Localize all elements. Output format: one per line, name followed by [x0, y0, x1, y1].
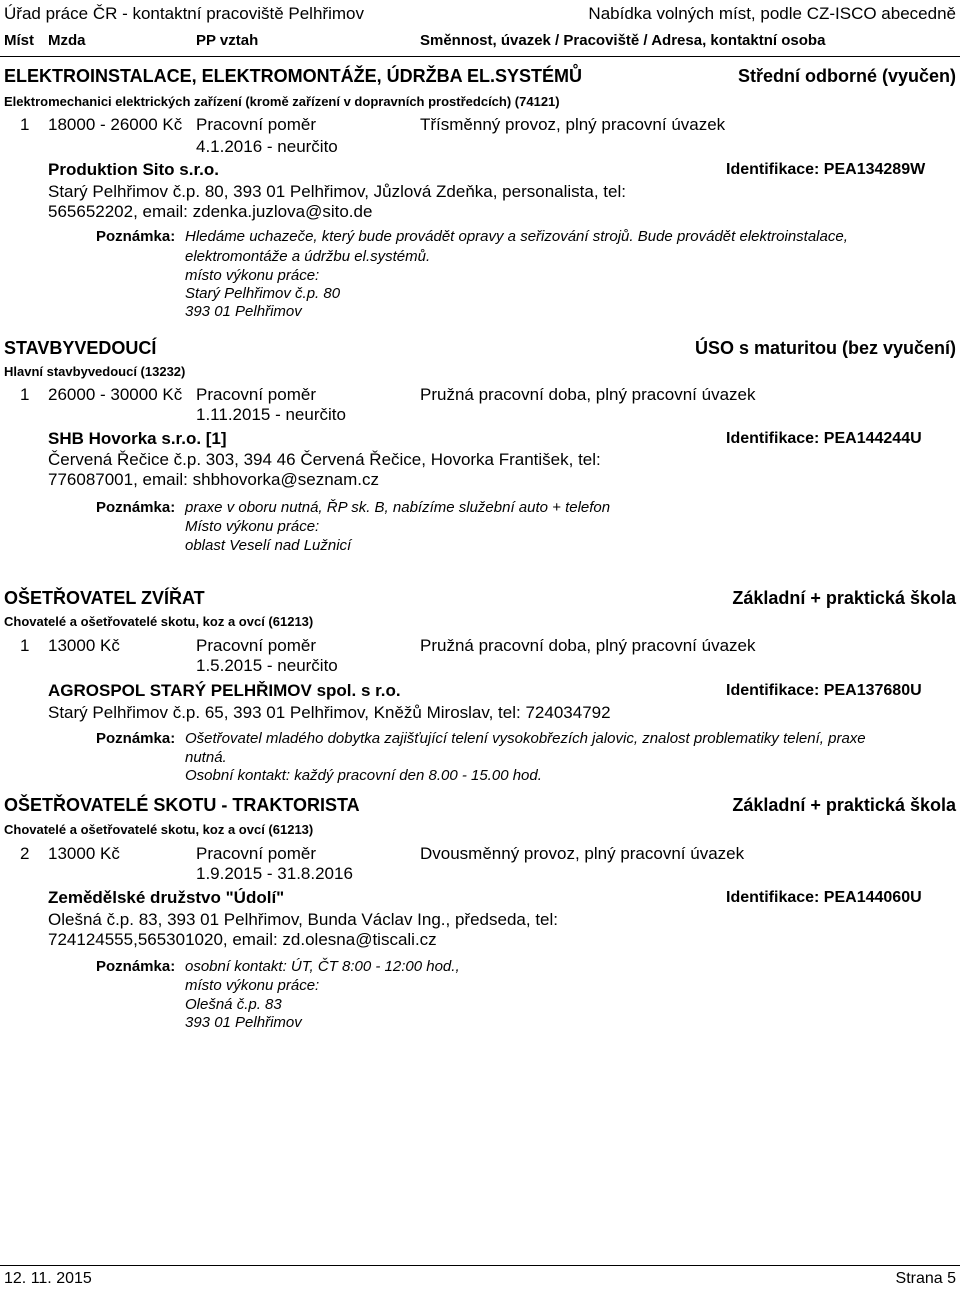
vacancy-count: 1 — [20, 385, 30, 404]
address-line: 565652202, email: zdenka.juzlova@sito.de — [48, 202, 373, 221]
employer-name: AGROSPOL STARÝ PELHŘIMOV spol. s r.o. — [48, 681, 401, 700]
note-line: 393 01 Pelhřimov — [185, 303, 302, 320]
education-level: Střední odborné (vyučen) — [737, 66, 956, 86]
employment-type: Pracovní poměr — [196, 636, 316, 655]
address-line: 724124555,565301020, email: zd.olesna@tiscali.cz — [48, 930, 437, 949]
education-level: Základní + praktická škola — [732, 588, 956, 608]
note-line: Olešná č.p. 83 — [185, 996, 282, 1013]
shift-type: Pružná pracovní doba, plný pracovní úvazek — [420, 636, 756, 655]
isco-classification: Elektromechanici elektrických zařízení (kromě zařízení v dopravních prostředcích) (74121) — [4, 94, 560, 109]
job-title: STAVBYVEDOUCÍ — [4, 338, 157, 358]
employment-period: 1.11.2015 - neurčito — [196, 405, 346, 424]
salary: 13000 Kč — [48, 636, 120, 655]
isco-classification: Hlavní stavbyvedoucí (13232) — [4, 364, 186, 379]
job-title: OŠETŘOVATELÉ SKOTU - TRAKTORISTA — [4, 795, 360, 815]
employment-type: Pracovní poměr — [196, 115, 316, 134]
identification: Identifikace: PEA144244U — [726, 430, 922, 447]
salary: 26000 - 30000 Kč — [48, 385, 183, 404]
employer-name: Zemědělské družstvo "Údolí" — [48, 888, 285, 907]
note-line: 393 01 Pelhřimov — [185, 1014, 302, 1031]
note-line: Hledáme uchazeče, který bude provádět opravy a seřizování strojů. Bude provádět elektroinstalace, — [185, 228, 848, 245]
col-mist: Míst — [4, 32, 34, 49]
footer-rule — [0, 1265, 960, 1266]
note-line: Místo výkonu práce: — [185, 518, 320, 535]
employment-type: Pracovní poměr — [196, 844, 316, 863]
note-line: místo výkonu práce: — [185, 267, 320, 284]
note-line: místo výkonu práce: — [185, 977, 320, 994]
identification: Identifikace: PEA134289W — [726, 161, 926, 178]
listing-title: Nabídka volných míst, podle CZ-ISCO abecedně — [588, 4, 956, 23]
job-title: OŠETŘOVATEL ZVÍŘAT — [4, 588, 205, 608]
note-line: Ošetřovatel mladého dobytka zajišťující telení vysokobřezích jalovic, znalost problematiky telení, praxe — [185, 730, 866, 747]
header-rule — [0, 56, 960, 57]
shift-type: Třísměnný provoz, plný pracovní úvazek — [420, 115, 726, 134]
note-label: Poznámka: — [96, 228, 176, 245]
employment-period: 1.9.2015 - 31.8.2016 — [196, 864, 353, 883]
note-line: nutná. — [185, 749, 227, 766]
address-line: Starý Pelhřimov č.p. 65, 393 01 Pelhřimov, Kněžů Miroslav, tel: 724034792 — [48, 703, 611, 722]
address-line: Červená Řečice č.p. 303, 394 46 Červená Řečice, Hovorka František, tel: — [48, 450, 601, 469]
isco-classification: Chovatelé a ošetřovatelé skotu, koz a ovcí (61213) — [4, 614, 314, 629]
vacancy-count: 2 — [20, 844, 30, 863]
col-mzda: Mzda — [48, 32, 86, 49]
office-name: Úřad práce ČR - kontaktní pracoviště Pelhřimov — [4, 4, 364, 23]
address-line: 776087001, email: shbhovorka@seznam.cz — [48, 470, 380, 489]
isco-classification: Chovatelé a ošetřovatelé skotu, koz a ovcí (61213) — [4, 822, 314, 837]
employer-name: SHB Hovorka s.r.o. [1] — [48, 429, 227, 448]
note-line: Starý Pelhřimov č.p. 80 — [185, 285, 341, 302]
job-title: ELEKTROINSTALACE, ELEKTROMONTÁŽE, ÚDRŽBA EL.SYSTÉMŮ — [4, 66, 582, 86]
vacancy-count: 1 — [20, 115, 30, 134]
address-line: Starý Pelhřimov č.p. 80, 393 01 Pelhřimov, Jůzlová Zdeňka, personalista, tel: — [48, 182, 626, 201]
employer-name: Produktion Sito s.r.o. — [48, 160, 219, 179]
note-label: Poznámka: — [96, 958, 176, 975]
address-line: Olešná č.p. 83, 393 01 Pelhřimov, Bunda Václav Ing., předseda, tel: — [48, 910, 558, 929]
note-label: Poznámka: — [96, 499, 176, 516]
note-line: oblast Veselí nad Lužnicí — [185, 537, 352, 554]
employment-type: Pracovní poměr — [196, 385, 316, 404]
salary: 13000 Kč — [48, 844, 120, 863]
vacancy-count: 1 — [20, 636, 30, 655]
employment-period: 4.1.2016 - neurčito — [196, 137, 338, 156]
col-smennost: Směnnost, úvazek / Pracoviště / Adresa, kontaktní osoba — [420, 32, 826, 49]
identification: Identifikace: PEA137680U — [726, 682, 922, 699]
education-level: Základní + praktická škola — [732, 795, 956, 815]
note-line: elektromontáže a údržbu el.systémů. — [185, 248, 431, 265]
employment-period: 1.5.2015 - neurčito — [196, 656, 338, 675]
footer-date: 12. 11. 2015 — [4, 1270, 92, 1287]
education-level: ÚSO s maturitou (bez vyučení) — [694, 338, 956, 358]
page-number: Strana 5 — [895, 1270, 956, 1287]
col-pp: PP vztah — [196, 32, 259, 49]
note-label: Poznámka: — [96, 730, 176, 747]
note-line: praxe v oboru nutná, ŘP sk. B, nabízíme služební auto + telefon — [185, 499, 611, 516]
shift-type: Pružná pracovní doba, plný pracovní úvazek — [420, 385, 756, 404]
shift-type: Dvousměnný provoz, plný pracovní úvazek — [420, 844, 745, 863]
identification: Identifikace: PEA144060U — [726, 889, 922, 906]
note-line: osobní kontakt: ÚT, ČT 8:00 - 12:00 hod., — [185, 958, 460, 975]
salary: 18000 - 26000 Kč — [48, 115, 183, 134]
note-line: Osobní kontakt: každý pracovní den 8.00 - 15.00 hod. — [185, 767, 542, 784]
